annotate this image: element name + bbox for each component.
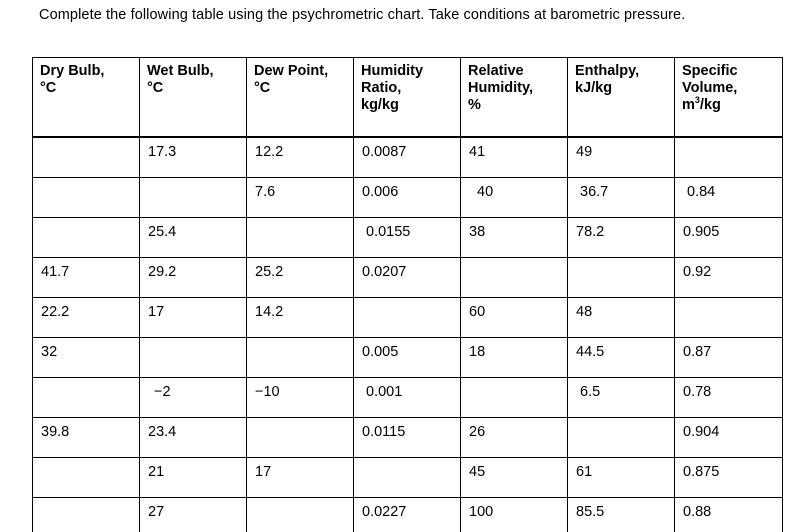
cell-humidity-ratio [354, 137, 461, 178]
header-humidity-ratio [354, 58, 461, 138]
cell-enthalpy [568, 378, 675, 418]
cell-value: 0.92 [683, 264, 711, 280]
cell-value: 0.006 [362, 184, 398, 200]
cell-value: 0.904 [683, 424, 719, 440]
table-row [33, 178, 783, 218]
cell-value: 0.0207 [362, 264, 406, 280]
cell-value: 0.84 [683, 184, 715, 200]
cell-specific-volume [675, 137, 783, 178]
cell-value: −10 [255, 384, 280, 400]
cell-relative-humidity [461, 498, 568, 532]
cell-dry-bulb [33, 178, 140, 218]
unit-superscript: 3 [695, 95, 700, 105]
cell-value: 44.5 [576, 344, 604, 360]
header-row [33, 58, 783, 138]
cell-value: 0.0087 [362, 144, 406, 160]
cell-relative-humidity [461, 178, 568, 218]
cell-dry-bulb [33, 498, 140, 532]
cell-value: 39.8 [41, 424, 69, 440]
table-row [33, 298, 783, 338]
cell-dry-bulb [33, 458, 140, 498]
cell-dew-point [247, 298, 354, 338]
table-body [33, 137, 783, 532]
header-specific-volume [675, 58, 783, 138]
cell-value: 41.7 [41, 264, 69, 280]
cell-dew-point [247, 178, 354, 218]
cell-value: 0.875 [683, 464, 719, 480]
cell-relative-humidity [461, 458, 568, 498]
cell-value: 45 [469, 464, 485, 480]
cell-wet-bulb [140, 137, 247, 178]
cell-value: 78.2 [576, 224, 604, 240]
cell-dry-bulb [33, 258, 140, 298]
cell-value: 22.2 [41, 304, 69, 320]
cell-value: 23.4 [148, 424, 176, 440]
cell-enthalpy [568, 458, 675, 498]
cell-value: 32 [41, 344, 57, 360]
instructions-text: Complete the following table using the psychrometric chart. Take conditions at barometric pressure. [39, 6, 779, 24]
cell-specific-volume [675, 338, 783, 378]
cell-wet-bulb [140, 178, 247, 218]
header-dry-bulb [33, 58, 140, 138]
cell-value: 85.5 [576, 504, 604, 520]
cell-value: 40 [469, 184, 493, 200]
table-row [33, 458, 783, 498]
cell-humidity-ratio [354, 378, 461, 418]
cell-humidity-ratio [354, 298, 461, 338]
cell-relative-humidity [461, 418, 568, 458]
psychrometric-table [32, 57, 783, 532]
cell-value: 100 [469, 504, 493, 520]
cell-value: 26 [469, 424, 485, 440]
cell-dew-point [247, 418, 354, 458]
cell-dew-point [247, 458, 354, 498]
cell-dry-bulb [33, 338, 140, 378]
header-line: Ratio, [361, 80, 460, 97]
header-line: Volume, [682, 80, 782, 97]
header-line: Wet Bulb, [147, 63, 246, 80]
cell-relative-humidity [461, 298, 568, 338]
cell-dew-point [247, 378, 354, 418]
cell-value: 29.2 [148, 264, 176, 280]
cell-value: 60 [469, 304, 485, 320]
cell-dry-bulb [33, 218, 140, 258]
table-row [33, 378, 783, 418]
table-row [33, 218, 783, 258]
cell-enthalpy [568, 498, 675, 532]
cell-enthalpy [568, 418, 675, 458]
cell-dry-bulb [33, 298, 140, 338]
cell-humidity-ratio [354, 498, 461, 532]
cell-value: 25.4 [148, 224, 176, 240]
cell-relative-humidity [461, 338, 568, 378]
header-relative-humidity [461, 58, 568, 138]
header-line: °C [254, 80, 353, 97]
cell-value: 0.905 [683, 224, 719, 240]
cell-value: 25.2 [255, 264, 283, 280]
header-enthalpy [568, 58, 675, 138]
cell-value: 0.0155 [362, 224, 410, 240]
table-row [33, 258, 783, 298]
cell-specific-volume [675, 178, 783, 218]
cell-value: 6.5 [576, 384, 600, 400]
cell-value: 17 [148, 304, 164, 320]
header-line: °C [147, 80, 246, 97]
cell-specific-volume [675, 378, 783, 418]
cell-enthalpy [568, 258, 675, 298]
cell-wet-bulb [140, 218, 247, 258]
cell-enthalpy [568, 338, 675, 378]
header-line: Dew Point, [254, 63, 353, 80]
cell-dry-bulb [33, 378, 140, 418]
cell-value: 14.2 [255, 304, 283, 320]
header-line: Humidity, [468, 80, 567, 97]
cell-value: 41 [469, 144, 485, 160]
table-row [33, 338, 783, 378]
cell-relative-humidity [461, 258, 568, 298]
cell-humidity-ratio [354, 418, 461, 458]
cell-value: 0.0115 [362, 424, 405, 440]
table-row [33, 498, 783, 532]
header-unit [682, 97, 782, 114]
cell-value: 61 [576, 464, 592, 480]
header-line: kg/kg [361, 97, 460, 114]
cell-wet-bulb [140, 258, 247, 298]
cell-relative-humidity [461, 137, 568, 178]
header-line: Enthalpy, [575, 63, 674, 80]
cell-wet-bulb [140, 378, 247, 418]
cell-value: 17 [255, 464, 271, 480]
cell-dry-bulb [33, 137, 140, 178]
cell-specific-volume [675, 258, 783, 298]
cell-wet-bulb [140, 338, 247, 378]
cell-value: 18 [469, 344, 485, 360]
cell-value: 0.001 [362, 384, 402, 400]
cell-enthalpy [568, 137, 675, 178]
cell-value: 0.005 [362, 344, 398, 360]
header-wet-bulb [140, 58, 247, 138]
header-line: kJ/kg [575, 80, 674, 97]
cell-value: 38 [469, 224, 485, 240]
header-line: Dry Bulb, [40, 63, 139, 80]
header-line: Relative [468, 63, 567, 80]
cell-dew-point [247, 218, 354, 258]
cell-specific-volume [675, 218, 783, 258]
cell-relative-humidity [461, 218, 568, 258]
cell-value: 17.3 [148, 144, 176, 160]
cell-value: 7.6 [255, 184, 275, 200]
cell-dew-point [247, 338, 354, 378]
cell-dew-point [247, 258, 354, 298]
cell-value: 0.78 [683, 384, 711, 400]
header-line: Specific [682, 63, 782, 80]
cell-specific-volume [675, 298, 783, 338]
unit-base: m [682, 97, 695, 113]
cell-value: 36.7 [576, 184, 608, 200]
cell-value: 0.88 [683, 504, 711, 520]
cell-enthalpy [568, 178, 675, 218]
cell-dew-point [247, 137, 354, 178]
cell-value: 21 [148, 464, 164, 480]
cell-value: 27 [148, 504, 164, 520]
cell-value: 48 [576, 304, 592, 320]
cell-dew-point [247, 498, 354, 532]
cell-wet-bulb [140, 298, 247, 338]
cell-dry-bulb [33, 418, 140, 458]
cell-specific-volume [675, 498, 783, 532]
cell-value: −2 [148, 384, 171, 400]
header-line: Humidity [361, 63, 460, 80]
cell-value: 0.87 [683, 344, 711, 360]
cell-wet-bulb [140, 418, 247, 458]
cell-value: 12.2 [255, 144, 283, 160]
cell-wet-bulb [140, 458, 247, 498]
table-row [33, 418, 783, 458]
cell-humidity-ratio [354, 458, 461, 498]
cell-humidity-ratio [354, 258, 461, 298]
cell-humidity-ratio [354, 218, 461, 258]
header-line: °C [40, 80, 139, 97]
cell-specific-volume [675, 418, 783, 458]
unit-rest: /kg [700, 97, 721, 113]
header-dew-point [247, 58, 354, 138]
cell-enthalpy [568, 218, 675, 258]
cell-humidity-ratio [354, 178, 461, 218]
cell-enthalpy [568, 298, 675, 338]
cell-value: 49 [576, 144, 592, 160]
table-row [33, 137, 783, 178]
cell-value: 0.0227 [362, 504, 406, 520]
header-line: % [468, 97, 567, 114]
cell-relative-humidity [461, 378, 568, 418]
cell-humidity-ratio [354, 338, 461, 378]
cell-specific-volume [675, 458, 783, 498]
cell-wet-bulb [140, 498, 247, 532]
